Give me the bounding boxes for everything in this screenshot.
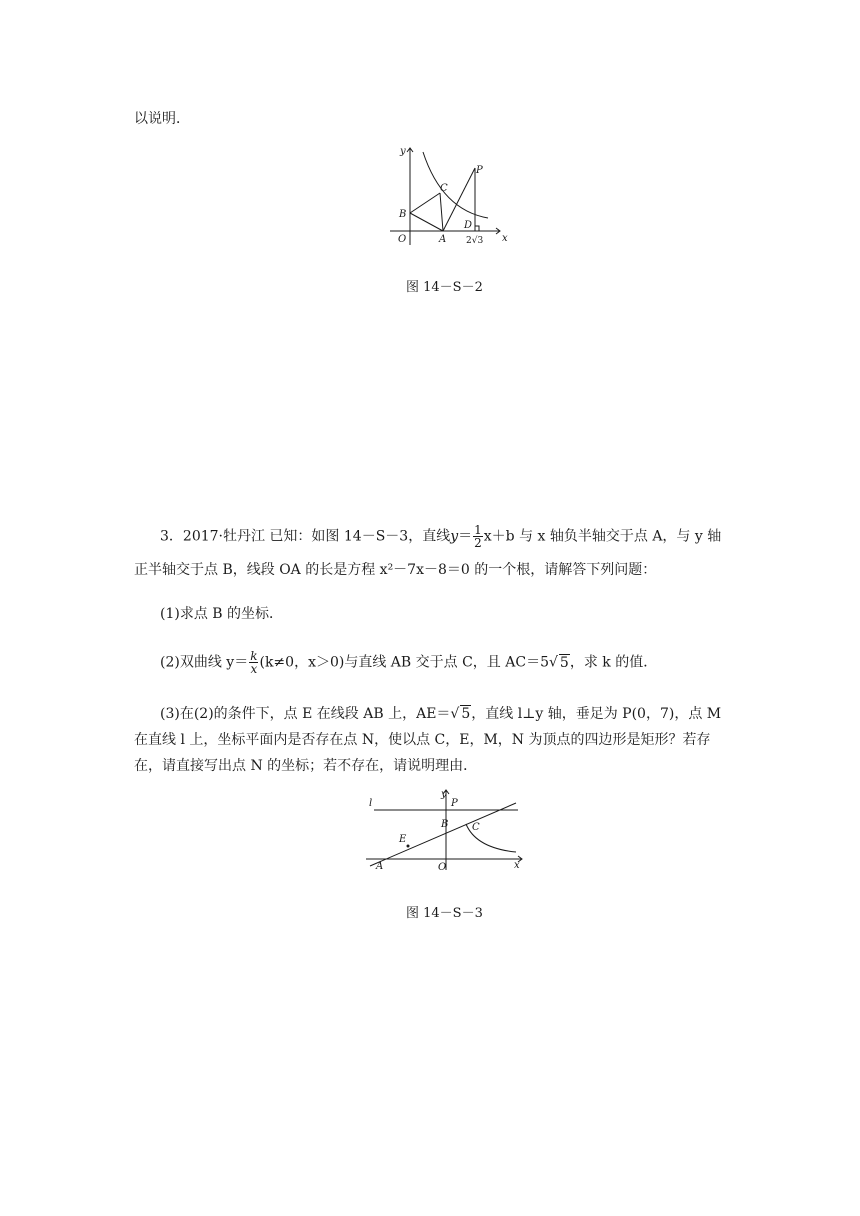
label-y: y <box>441 789 447 800</box>
fraction-one-half: $\frac{1}{2}$ <box>474 523 482 550</box>
label-a: A <box>376 861 384 872</box>
hyperbola-curve <box>423 152 488 218</box>
continuation-text: 以说明． <box>134 111 190 127</box>
label-e: E <box>399 834 407 845</box>
label-d: D <box>464 220 473 231</box>
sqrt-symbol: √ <box>450 706 460 722</box>
sqrt-symbol: √ <box>548 654 558 671</box>
label-x: x <box>502 233 508 244</box>
problem-3-line-2: 正半轴交于点 B，线段 OA 的长是方程 x²－7x－8＝0 的一个根，请解答下列问题： <box>134 562 657 578</box>
label-x: x <box>514 860 520 871</box>
question-2: (2)双曲线 y＝ $\frac{k}{x}$ (k≠0，x＞0)与直线 AB 交于点 C，且 AC＝5√ 5，求 k 的值． <box>160 649 658 676</box>
question-3-line-3: 在，请直接写出点 N 的坐标；若不存在，请说明理由． <box>134 758 478 774</box>
label-c: C <box>440 183 448 194</box>
segment-ac <box>440 193 443 231</box>
figure-14-s-2 <box>382 140 512 252</box>
point-e <box>407 845 410 848</box>
line-ab <box>370 803 516 866</box>
label-a: A <box>439 234 447 245</box>
label-p: P <box>476 165 483 176</box>
label-p: P <box>451 798 458 809</box>
label-c: C <box>472 822 480 833</box>
label-y: y <box>400 146 406 157</box>
label-b: B <box>441 819 449 830</box>
figure-2-caption: 图 14－S－3 <box>406 906 483 921</box>
right-angle-mark <box>475 226 479 231</box>
label-l: l <box>369 798 373 809</box>
fraction-k-over-x: $\frac{k}{x}$ <box>250 649 258 676</box>
figure-1-caption: 图 14－S－2 <box>406 280 483 295</box>
label-b: B <box>399 209 407 220</box>
label-o: O <box>438 862 447 872</box>
problem-3-line-1: 3．2017·牡丹江 已知：如图 14－S－3，直线y＝ $\frac{1}{2}$ x＋b 与 x 轴负半轴交于点 A，与 y 轴 <box>160 523 722 550</box>
segment-ba <box>410 213 443 231</box>
label-o: O <box>398 234 407 245</box>
label-2sqrt3: 2√3 <box>466 236 484 246</box>
question-3-line-2: 在直线 l 上，坐标平面内是否存在点 N，使以点 C，E，M，N 为顶点的四边形是矩形？若存 <box>134 732 711 748</box>
figure-14-s-3 <box>366 786 528 872</box>
question-3-line-1: (3)在(2)的条件下，点 E 在线段 AB 上，AE＝√ 5，直线 l⊥y 轴，垂足为 P(0，7)，点 M <box>160 706 722 722</box>
question-1: (1)求点 B 的坐标． <box>160 606 284 622</box>
segment-bc <box>410 193 440 213</box>
